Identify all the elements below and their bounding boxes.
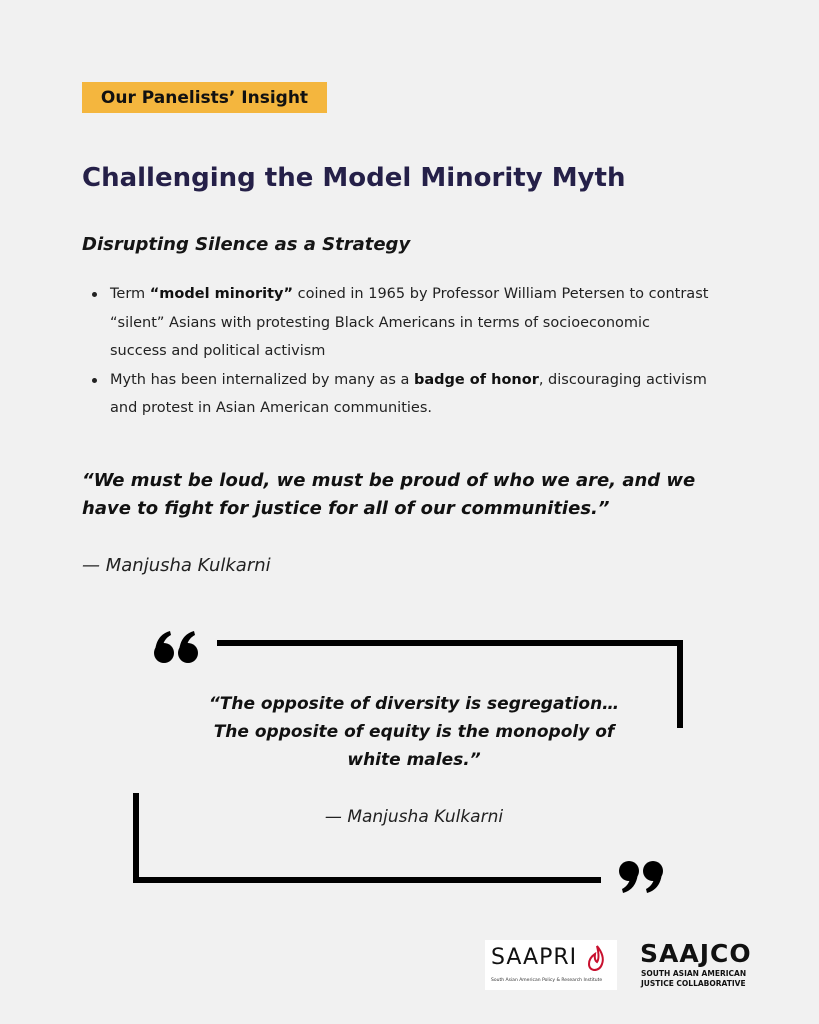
quote-attribution: — Manjusha Kulkarni — [82, 555, 271, 576]
bullet-emphasis: “model minority” — [149, 286, 293, 302]
bullet-item — [90, 280, 710, 366]
saapri-fine-print: South Asian American Policy & Research Institute — [491, 978, 603, 983]
section-subtitle: Disrupting Silence as a Strategy — [82, 234, 411, 255]
saajco-subtitle-line: SOUTH ASIAN AMERICAN — [641, 969, 747, 978]
bullet-text: coined in 1965 by Professor William Petersen to contrast “silent” Asians with protesting Black Americans in terms of socioeconomic success and political activism — [110, 286, 709, 360]
saapri-wordmark: SAAPRI — [491, 945, 578, 970]
saapri-flame-icon — [585, 944, 609, 974]
close-quote-icon — [618, 860, 664, 894]
bullet-item — [90, 366, 710, 423]
framed-quote: “The opposite of diversity is segregation… The opposite of equity is the monopoly of white males.” — [208, 694, 620, 770]
bullet-text: Term — [110, 286, 150, 302]
pull-quote: “We must be loud, we must be proud of who we are, and we have to fight for justice for all of our communities.” — [82, 470, 696, 519]
saapri-logo — [485, 940, 617, 990]
bullet-text: Myth has been internalized by many as a — [110, 371, 414, 388]
page-title: Challenging the Model Minority Myth — [82, 163, 626, 193]
open-quote-icon — [153, 630, 199, 664]
saajco-subtitle-line: JUSTICE COLLABORATIVE — [641, 979, 746, 988]
section-tag — [82, 82, 327, 113]
section-tag-label: Our Panelists’ Insight — [100, 87, 309, 108]
bullet-text: , discouraging activism and protest in Asian American communities. — [110, 371, 707, 417]
bullet-list — [90, 280, 710, 423]
saajco-subtitle — [641, 969, 746, 989]
saajco-logo — [640, 940, 770, 994]
bullet-emphasis: badge of honor — [414, 371, 539, 388]
framed-quote-attribution: — Manjusha Kulkarni — [324, 807, 504, 827]
saajco-wordmark: SAAJCO — [640, 939, 752, 968]
